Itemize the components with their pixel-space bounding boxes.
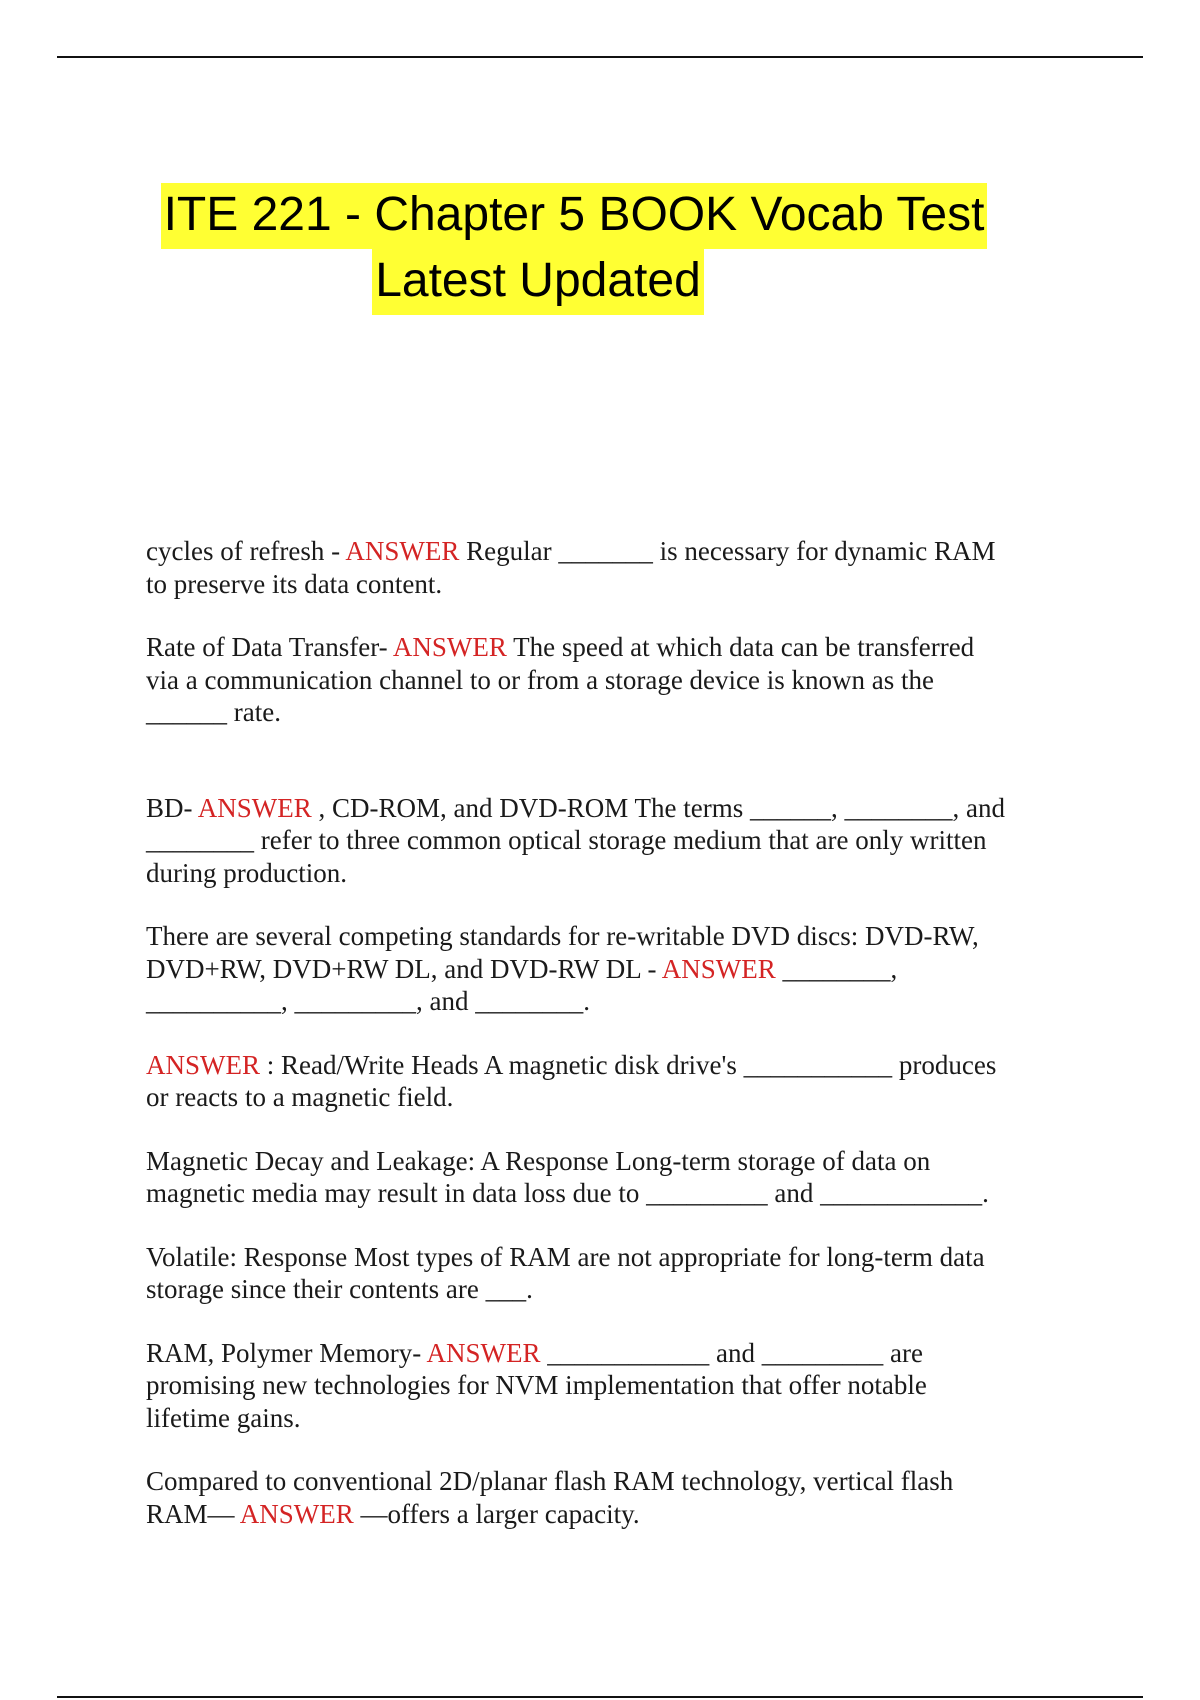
vocab-line bbox=[146, 1177, 1064, 1210]
vocab-text: There are several competing standards for re-writable DVD discs: DVD-RW, bbox=[146, 921, 979, 951]
vocab-text: Rate of Data Transfer- bbox=[146, 632, 393, 662]
vocab-text: cycles of refresh - bbox=[146, 536, 346, 566]
answer-label: ANSWER bbox=[239, 1498, 354, 1529]
vocab-line bbox=[146, 1402, 1064, 1435]
vocab-line bbox=[146, 1081, 1064, 1114]
vocab-line bbox=[146, 985, 1064, 1018]
vocab-text: BD- bbox=[146, 792, 198, 823]
vocab-line bbox=[146, 920, 1064, 953]
vocab-line bbox=[146, 1337, 1064, 1370]
vocab-line bbox=[146, 1241, 1064, 1274]
vocab-item bbox=[146, 1049, 1064, 1114]
vocab-text: Regular _______ is necessary for dynamic RAM bbox=[459, 536, 996, 566]
vocab-text: __________, _________, and ________. bbox=[146, 986, 590, 1016]
vocab-line bbox=[146, 953, 1064, 986]
vocab-item bbox=[146, 1465, 1064, 1530]
answer-label: ANSWER bbox=[661, 953, 776, 984]
vocab-list bbox=[146, 535, 1064, 1561]
vocab-text: Volatile: Response Most types of RAM are not appropriate for long-term data bbox=[146, 1241, 985, 1272]
vocab-line bbox=[146, 1465, 1064, 1498]
vocab-text: Compared to conventional 2D/planar flash RAM technology, vertical flash bbox=[146, 1466, 954, 1496]
document-title bbox=[0, 183, 1200, 315]
vocab-line bbox=[146, 1498, 1064, 1531]
vocab-text: ____________ and _________ are bbox=[540, 1337, 923, 1368]
vocab-item bbox=[146, 1145, 1064, 1210]
vocab-line bbox=[146, 1369, 1064, 1402]
vocab-line bbox=[146, 631, 1064, 664]
vocab-text: ________ refer to three common optical storage medium that are only written bbox=[146, 825, 987, 855]
vocab-line bbox=[146, 1145, 1064, 1178]
vocab-text: DVD+RW, DVD+RW DL, and DVD-RW DL - bbox=[146, 953, 662, 984]
vocab-text: via a communication channel to or from a storage device is known as the bbox=[146, 664, 934, 695]
vocab-line bbox=[146, 1049, 1064, 1082]
vocab-text: storage since their contents are ___. bbox=[146, 1274, 533, 1304]
vocab-item bbox=[146, 535, 1064, 600]
vocab-item bbox=[146, 1337, 1064, 1435]
vocab-text: , CD-ROM, and DVD-ROM The terms ______, ________, and bbox=[311, 792, 1005, 823]
vocab-text: : Read/Write Heads A magnetic disk drive's ___________ produces bbox=[260, 1049, 997, 1080]
vocab-line bbox=[146, 535, 1064, 568]
vocab-text: lifetime gains. bbox=[146, 1402, 301, 1433]
answer-label: ANSWER bbox=[426, 1337, 541, 1368]
vocab-line bbox=[146, 792, 1064, 825]
vocab-text: —offers a larger capacity. bbox=[353, 1498, 640, 1529]
vocab-line bbox=[146, 664, 1064, 697]
vocab-item bbox=[146, 1241, 1064, 1306]
title-line-2: Latest Updated bbox=[372, 249, 704, 315]
vocab-text: to preserve its data content. bbox=[146, 568, 443, 599]
vocab-text: or reacts to a magnetic field. bbox=[146, 1082, 454, 1112]
title-line-1: ITE 221 - Chapter 5 BOOK Vocab Test bbox=[161, 183, 988, 249]
answer-label: ANSWER bbox=[197, 792, 312, 823]
vocab-text: RAM— bbox=[146, 1498, 240, 1529]
answer-label: ANSWER bbox=[146, 1049, 260, 1080]
bottom-rule bbox=[57, 1696, 1143, 1698]
vocab-line bbox=[146, 857, 1064, 890]
answer-label: ANSWER bbox=[392, 632, 507, 662]
answer-label: ANSWER bbox=[345, 536, 460, 566]
vocab-text: RAM, Polymer Memory- bbox=[146, 1337, 427, 1368]
vocab-text: Magnetic Decay and Leakage: A Response Long-term storage of data on bbox=[146, 1145, 931, 1176]
vocab-text: ______ rate. bbox=[146, 697, 281, 727]
vocab-text: during production. bbox=[146, 857, 347, 888]
vocab-item bbox=[146, 792, 1064, 890]
vocab-text: promising new technologies for NVM implementation that offer notable bbox=[146, 1370, 927, 1400]
vocab-line bbox=[146, 824, 1064, 857]
vocab-text: The speed at which data can be transferred bbox=[506, 632, 975, 662]
vocab-text: ________, bbox=[775, 953, 898, 984]
vocab-line bbox=[146, 568, 1064, 601]
vocab-line bbox=[146, 1273, 1064, 1306]
vocab-item bbox=[146, 920, 1064, 1018]
vocab-item bbox=[146, 631, 1064, 729]
vocab-line bbox=[146, 696, 1064, 729]
vocab-text: magnetic media may result in data loss due to _________ and ____________. bbox=[146, 1178, 989, 1208]
top-rule bbox=[57, 56, 1143, 58]
